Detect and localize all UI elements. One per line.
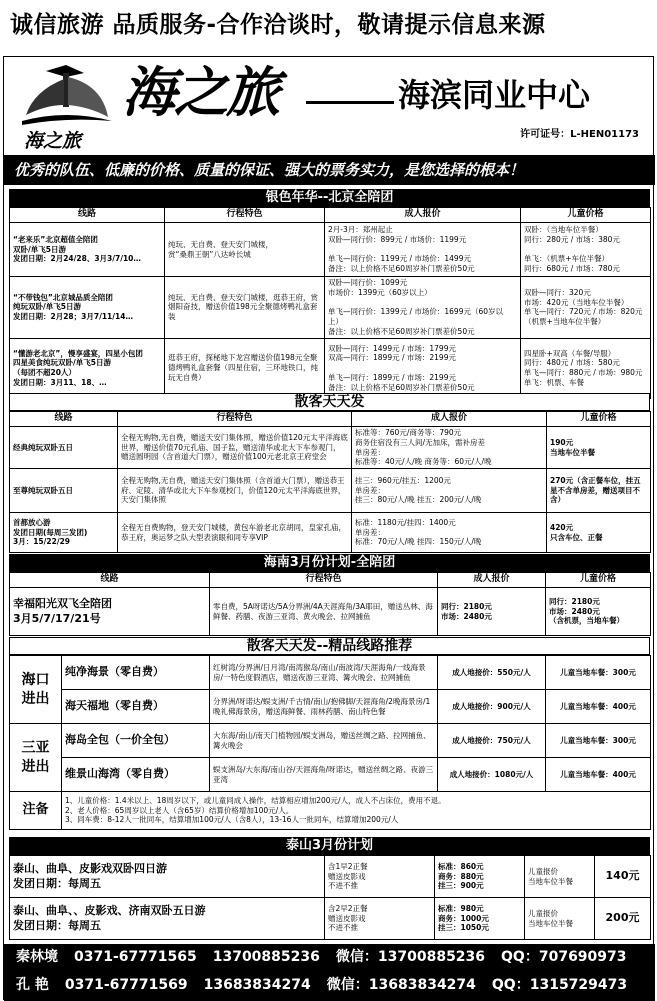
route-cell: 泰山、曲阜、、皮影戏、济南双卧五日游 发团日期：每周五 xyxy=(10,898,325,940)
contact-qq xyxy=(501,949,626,967)
route-cell: “老来乐”北京超值全陪团 双卧/单飞5日游 发团日期：2月24/28、3月3/7/10… xyxy=(10,223,165,277)
table-row xyxy=(10,277,651,339)
hainan-escorted-table xyxy=(9,572,651,636)
child-price-cell: 双卧：（当地车位半餐） 同行：280元 / 市场：380元 单飞：（机票+车位半餐） 同行：680元 / 市场：780元 xyxy=(521,223,651,277)
child-label-cell: 儿童报价 当地车位半餐 xyxy=(525,898,595,940)
col-child: 儿童价格 xyxy=(547,412,651,427)
route-cell: 泰山、曲阜、皮影戏双卧四日游 发团日期：每周五 xyxy=(10,856,325,898)
route-cell: “懂游老北京”，慢享盛宴，四星小包团 四星美食纯玩双卧/单飞5日游 （每团不超20人） 发团日期：3月11、18、… xyxy=(10,338,165,398)
section-daily-departure xyxy=(9,393,650,553)
section-taishan xyxy=(9,837,650,940)
child-price-cell: 200元 xyxy=(595,898,651,940)
contact-name: 秦林境 xyxy=(16,949,58,966)
contact-row xyxy=(4,972,655,1000)
contact-mobile: 13683834274 xyxy=(203,977,311,994)
header xyxy=(4,57,653,155)
feature-cell: 纯玩、无自费、登天安门城楼， 赏“桑鼎王朝”八达岭长城 xyxy=(165,223,325,277)
child-price-cell: 儿童当地车餐：300元 xyxy=(546,656,651,690)
wechat-label: 微信： xyxy=(326,977,369,994)
col-route: 线路 xyxy=(10,208,165,223)
notes-cell xyxy=(62,792,651,830)
route-cell: 至尊纯玩双卧五日 xyxy=(10,469,118,513)
route-cell: 海天福地（零自费） xyxy=(62,690,210,724)
feature-cell: 零自费，5A呀诺达/5A分界洲/4A天涯海角/3A耶田，赠送丛林、海鲜餐、药膳、夜游三亚湾、黄火晚会、拉网捕鱼 xyxy=(210,588,438,636)
route-cell: 海岛全包（一价全包） xyxy=(62,724,210,758)
col-feature: 行程特色 xyxy=(210,573,438,588)
hainan-daily-table xyxy=(9,655,651,830)
adult-price-cell: 标准：980元 商务：1000元 挂三：1050元 xyxy=(435,898,525,940)
section-title: 海南3月份计划-全陪团 xyxy=(9,554,650,572)
table-header-row xyxy=(10,412,651,427)
contact-phone: 0371-67771565 xyxy=(74,949,197,966)
region-cell: 三亚 进出 xyxy=(10,724,62,792)
license-number: 许可证号：L-HEN01173 xyxy=(520,129,639,140)
table-row xyxy=(10,338,651,398)
route-cell: 幸福阳光双飞全陪团 3月5/7/17/21号 xyxy=(10,588,210,636)
adult-price-cell: 挂三：960元/挂五：1200元 单房差： 挂三：80元/人/晚 挂五：200元/人/晚 xyxy=(352,469,547,513)
route-cell: 首都放心游 发团日期(每周三发团) 3月：15/22/29 xyxy=(10,513,118,553)
logo-text: 海之旅 xyxy=(24,130,82,152)
section-hainan-escorted xyxy=(9,554,650,636)
qq-label: QQ： xyxy=(491,977,530,994)
adult-price-cell: 标准：860元 商务：880元 挂三：900元 xyxy=(435,856,525,898)
adult-price-cell: 双卧—同行：1499元 / 市场：1799元 双高—同行：1899元 / 市场：2199元 单飞—同行：1899元 / 市场：2199元 备注：以上价格不足60周岁补门票差价50元 xyxy=(325,338,521,398)
slogan-bar: 优秀的队伍、低廉的价格、质量的保证、强大的票务实力，是您选择的根本！ xyxy=(4,155,655,185)
feature-cell: 红树湾/分界洲/日月湾/南湾猴岛/南山/南波湾/天涯海角/一线海景房/一特色度假酒店，赠送夜游三亚湾、篝火晚会、拉网捕鱼 xyxy=(210,656,438,690)
wechat-value: 13700885236 xyxy=(377,949,486,966)
feature-cell: 分界洲/呀诺达/蜈支洲/千古情/南山/抱佛脚/天涯海角/2晚海景房/1晚礼佛海景房，赠送海鲜餐、雨林药膳、南山特色餐 xyxy=(210,690,438,724)
adult-price-cell: 2月-3月：郑州起止 双卧—同行价：899元 / 市场价：1199元 单飞—同行价：1199元 / 市场价：1499元 备注：以上价格不足60周岁补门票差价50元 xyxy=(325,223,521,277)
table-row xyxy=(10,469,651,513)
table-row xyxy=(10,588,651,636)
route-cell: 经典纯玩双卧五日 xyxy=(10,427,118,469)
child-price-cell: 儿童当地车餐：400元 xyxy=(546,758,651,792)
qq-value: 707690973 xyxy=(538,949,627,966)
region-cell: 海口 进出 xyxy=(10,656,62,724)
wechat-value: 13683834274 xyxy=(368,977,476,994)
title-dash xyxy=(306,101,394,104)
child-price-cell: 儿童当地车餐：300元 xyxy=(546,724,651,758)
section-title: 银色年华--北京全陪团 xyxy=(9,189,650,207)
child-label-cell: 儿童报价 当地车位半餐 xyxy=(525,856,595,898)
qq-value: 1315729473 xyxy=(529,977,628,994)
col-feature: 行程特色 xyxy=(118,412,352,427)
table-row xyxy=(10,690,651,724)
table-row xyxy=(10,513,651,553)
adult-price-cell: 成人地接价：900元/人 xyxy=(438,690,546,724)
child-price-cell: 270元（含正餐车位，挂五星不含单房差，赠送项目不含） xyxy=(547,469,651,513)
feature-cell: 全程无自费购物，登天安门城楼，黄包车游老北京胡同，皇家孔庙，恭王府，奥运梦之队大型表演眼和同专享VIP xyxy=(118,513,352,553)
table-row xyxy=(10,856,651,898)
section-beijing-escorted xyxy=(9,189,650,399)
adult-price-cell: 成人地接价：1080元/人 xyxy=(438,758,546,792)
feature-cell: 纯玩、无自费、登天安门城楼，逛恭王府，赏烟阳奋技，赠送价值198元全聚德烤鸭礼盒套装 xyxy=(165,277,325,339)
section-title: 散客天天发 xyxy=(9,393,650,411)
feature-cell: 全程无购物,无自费，赠送天安门集体照，赠送价值120元太平洋海底世界，赠送价值70元孔庙、国子监，赠送清华或北大下车参观门，赠送圆明园（含首道大门票），赠送价值100元老北京王府堂会 xyxy=(118,427,352,469)
col-adult: 成人报价 xyxy=(438,573,546,588)
col-adult: 成人报价 xyxy=(325,208,521,223)
feature-cell: 逛恭王府，探秘地下龙宫赠送价值198元全聚德烤鸭礼盒套餐（四星住宿，三环地铁口，纯玩无自费） xyxy=(165,338,325,398)
table-row xyxy=(10,898,651,940)
contact-phone: 0371-67771569 xyxy=(64,977,188,994)
feature-cell: 含1早2正餐 赠送皮影戏 不进不推 xyxy=(325,856,435,898)
feature-cell: 含2早2正餐 赠送皮影戏 不进不推 xyxy=(325,898,435,940)
note-item: 2、老人价格：65周岁以上老人（含65岁）结算价格增加100元/人。 xyxy=(65,805,294,815)
contact-footer xyxy=(4,944,655,1001)
child-price-cell: 420元 只含车位、正餐 xyxy=(547,513,651,553)
adult-price-cell: 标准：1180元/挂四：1400元 单房差： 标准：70元/人/晚 挂四：150元/人/晚 xyxy=(352,513,547,553)
table-row xyxy=(10,724,651,758)
adult-price-cell: 同行：2180元 市场：2480元 xyxy=(438,588,546,636)
table-row xyxy=(10,223,651,277)
child-price-cell: 同行：2180元 市场：2480元 （含机票，当地车餐） xyxy=(546,588,651,636)
beijing-escorted-table xyxy=(9,207,651,399)
table-row xyxy=(10,427,651,469)
wechat-label: 微信： xyxy=(335,949,378,966)
note-item: 3、同车费：8-12人一批同车，结算增加100元/人（含8人），13-16人一批同车，结算增加200元/人 xyxy=(65,815,399,825)
col-route: 线路 xyxy=(10,573,210,588)
child-price-cell: 四星卧+双高（车餐/导服） 同行：480元 / 市场：580元 单飞—同行：880元 / 市场：980元 单飞：机票、车餐 xyxy=(521,338,651,398)
contact-qq xyxy=(492,977,627,995)
feature-cell: 全程无购物,无自费，赠送天安门集体照（含首道大门票），赠送恭王府、定陵、清华或北大下车参观校门，价值120元太平洋海底世界，天安门集体照 xyxy=(118,469,352,513)
taishan-table xyxy=(9,855,651,940)
contact-wechat xyxy=(327,977,476,995)
adult-price-cell: 成人地接价：550元/人 xyxy=(438,656,546,690)
notes-row xyxy=(10,792,651,830)
col-feature: 行程特色 xyxy=(165,208,325,223)
child-price-cell: 190元 当地车位半餐 xyxy=(547,427,651,469)
child-price-cell: 双卧—同行：320元 市场：420元（当地车位半餐） 单飞—同行：720元 / 市场：820元 （机票+当地车位半餐） xyxy=(521,277,651,339)
route-cell: 维景山海湾（零自费） xyxy=(62,758,210,792)
note-item: 1、儿童价格：1.4米以上、18周岁以下，或儿童同成人操作，结算相应增加200元/人，成人不占床位，费用不退。 xyxy=(65,795,446,805)
table-row xyxy=(10,656,651,690)
contact-name: 孔 艳 xyxy=(16,977,49,994)
section-title: 散客天天发--精品线路推荐 xyxy=(9,637,650,655)
contact-row xyxy=(4,944,655,972)
daily-departure-table xyxy=(9,411,651,553)
brand-name: 海之旅 xyxy=(122,60,278,124)
top-banner: 诚信旅游 品质服务-合作洽谈时，敬请提示信息来源 xyxy=(10,11,546,38)
child-price-cell: 儿童当地车餐：400元 xyxy=(546,690,651,724)
feature-cell: 大东海/南山/南天门植物园/蜈支洲岛，赠送丝绸之路、拉网捕鱼、篝火晚会 xyxy=(210,724,438,758)
section-hainan-daily xyxy=(9,637,650,830)
adult-price-cell: 成人地接价：750元/人 xyxy=(438,724,546,758)
route-cell: 纯净海景（零自费） xyxy=(62,656,210,690)
table-row xyxy=(10,758,651,792)
col-child: 儿童价格 xyxy=(521,208,651,223)
brand-subtitle: 海滨同业中心 xyxy=(398,76,591,114)
route-cell: “不带钱包”北京城品质全陪团 纯玩双卧/单飞5日游 发团日期：2月28；3月7/11/14… xyxy=(10,277,165,339)
notes-label: 注备 xyxy=(10,792,62,830)
col-child: 儿童价格 xyxy=(546,573,651,588)
qq-label: QQ： xyxy=(501,949,539,966)
child-price-cell: 140元 xyxy=(595,856,651,898)
adult-price-cell: 标准等：760元/商务等：790元 商务住宿没有三人间/无加床，需补房差 单房差： 标准等：40元/人/晚 商务等：60元/人/晚 xyxy=(352,427,547,469)
col-route: 线路 xyxy=(10,412,118,427)
brand-logo-icon xyxy=(16,63,116,153)
feature-cell: 蜈支洲岛/大东海/南山谷/天涯海角/呀诺达，赠送丝绸之路、夜游三亚湾 xyxy=(210,758,438,792)
contact-mobile: 13700885236 xyxy=(212,949,320,966)
adult-price-cell: 双卧—同行价：1099元 市场价：1399元（60岁以上） 单飞—同行价：1399元 / 市场价：1699元（60岁以上） 备注：以上价格不足60周岁补门票差价50元 xyxy=(325,277,521,339)
poster-page xyxy=(3,56,654,1000)
contact-wechat xyxy=(336,949,485,967)
table-header-row xyxy=(10,573,651,588)
col-adult: 成人报价 xyxy=(352,412,547,427)
section-title: 泰山3月份计划 xyxy=(9,837,650,855)
table-header-row xyxy=(10,208,651,223)
